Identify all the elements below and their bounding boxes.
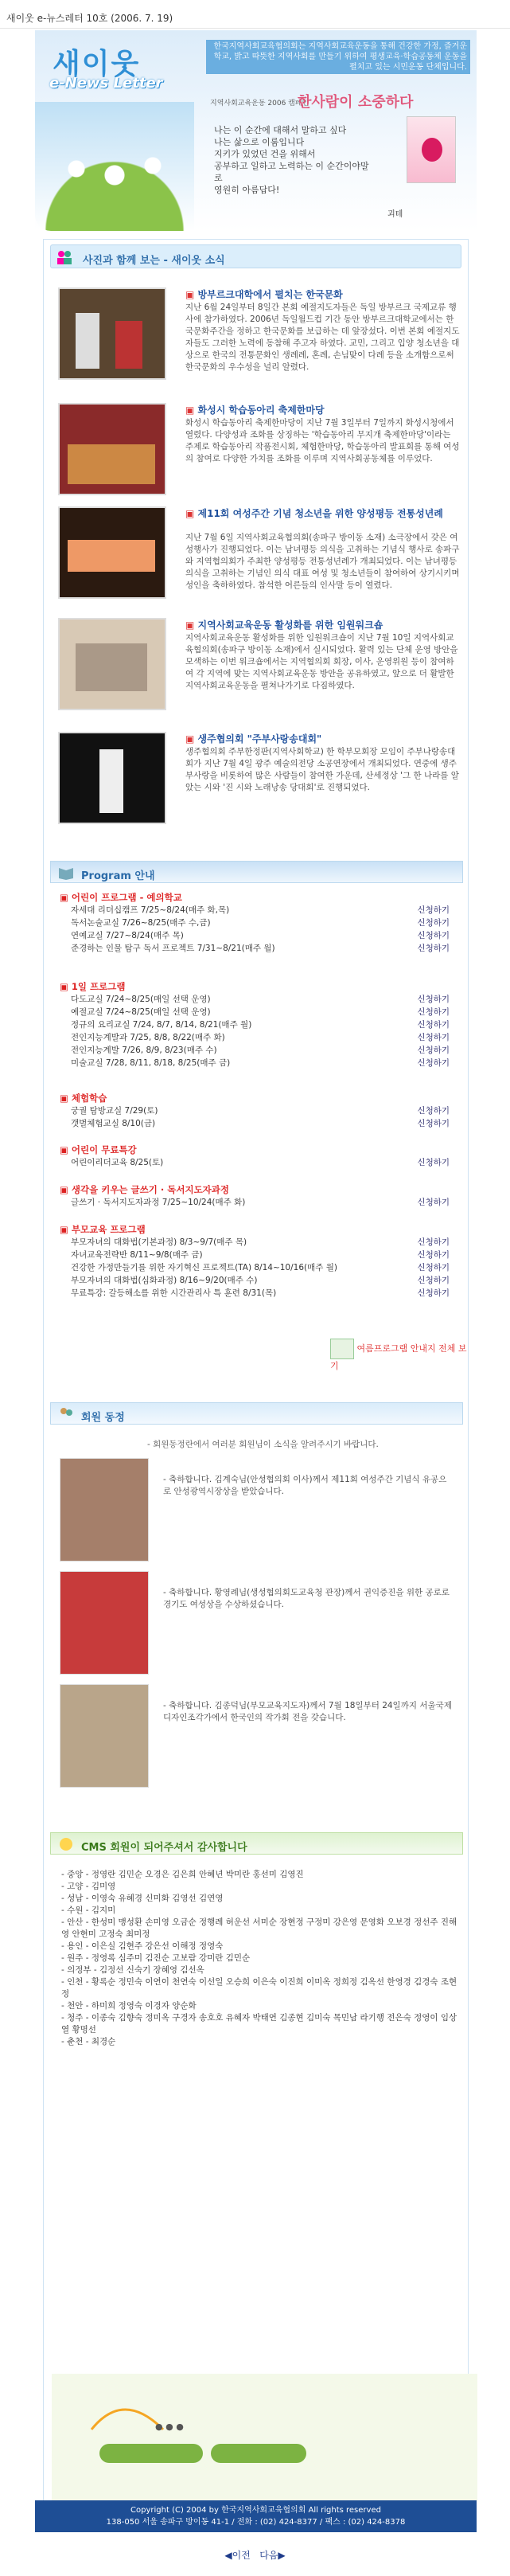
apply-link[interactable]: 신청하기	[417, 918, 450, 928]
next-link[interactable]: 다음▶	[259, 2550, 286, 2561]
program-section-header	[50, 861, 463, 883]
member-photo	[60, 1458, 149, 1562]
program-row: 독서논술교실 7/26~8/25(매주 수,금) 신청하기	[71, 918, 450, 928]
program-group-title: ▣ 어린이 무료특강	[60, 1143, 450, 1156]
program-group	[60, 1183, 450, 1209]
program-section-title: Program 안내	[81, 870, 155, 882]
apply-link[interactable]: 신청하기	[417, 1007, 450, 1017]
apply-link[interactable]: 신청하기	[417, 1158, 450, 1167]
news-title[interactable]: ▣ 방부르크대학에서 펼치는 한국문화	[185, 287, 343, 301]
program-row: 자녀교육전략반 8/11~9/8(매주 금) 신청하기	[71, 1250, 450, 1260]
apply-link[interactable]: 신청하기	[417, 944, 450, 953]
poet: 괴테	[387, 210, 403, 219]
campaign-slogan: 한사람이 소중하다	[298, 94, 414, 111]
apply-link[interactable]: 신청하기	[417, 1106, 450, 1116]
program-row: 무료특강: 갈등해소를 위한 시간관리사 특 훈련 8/31(목) 신청하기	[71, 1288, 450, 1298]
program-group-title: ▣ 체험학습	[60, 1092, 450, 1104]
news-text: 생주협의회 주부한정판(지역사회학교) 한 학부모회장 모임이 주부나랑송대회가 지난 7월 4일 광주 예술의전당 소공연장에서 개최되었다. 연중에 생주부사랑을 비롯하여 많은 사람들이 참여한 가운데, 산세정상 '그 한 나라를 알았는 시와 '진 시와 노래낭송 당대회'로 진행되었다.	[185, 747, 459, 792]
header	[35, 30, 477, 231]
program-row: 갯벌체험교실 8/10(금) 신청하기	[71, 1119, 450, 1128]
cms-line: - 중앙 - 정영란 김민순 오경은 김은희 안혜년 박미란 홍선미 김영진	[61, 1870, 304, 1879]
program-row: 다도교실 7/24~8/25(매일 선택 운영) 신청하기	[71, 995, 450, 1004]
program-group-title: ▣ 1일 프로그램	[60, 980, 450, 993]
news-title[interactable]: ▣ 화성시 학습동아리 축제한마당	[185, 403, 325, 416]
program-group	[60, 1143, 450, 1169]
cms-line: - 수원 - 김지미	[61, 1906, 116, 1915]
footer-copyright: Copyright (C) 2004 by 한국지역사회교육협의회 All rights reserved	[130, 2506, 381, 2515]
footer-address: 138-050 서울 송파구 방이동 41-1 / 전화 : (02) 424-8377 / 팩스 : (02) 424-8378	[106, 2518, 406, 2527]
program-row: 자세대 리더십캠프 7/25~8/24(매주 화,목) 신청하기	[71, 905, 450, 915]
thanks-icon	[57, 1836, 75, 1852]
cms-line: - 청주 - 이종숙 김향숙 정미옥 구경자 송호호 유혜자 박태연 김종현 김미숙 목민남 라기행 전은숙 정영이 임상열 황명선	[61, 2013, 457, 2035]
program-row: 부모자녀의 대화법(기본과정) 8/3~9/7(매주 목) 신청하기	[71, 1237, 450, 1247]
book-icon	[57, 865, 75, 881]
program-row: 정규의 요리교실 7/24, 8/7, 8/14, 8/21(매주 월) 신청하기	[71, 1020, 450, 1030]
news-text: 지역사회교육운동 활성화를 위한 임원워크숍이 지난 7월 10일 지역사회교육협의회(송파구 방이동 소재)에서 실시되었다. 활력 있는 단체 운영 방안을 모색하는 이번 워크숍에서는 지역협의회 회장, 이사, 운영위원 등이 참여하여 각 지역에 맞는 지역사회교육운동 방안을 공유하였고, 앞으로 더 활발한 지역사회교육운동을 펼쳐나가기로 다짐하였다.	[185, 633, 458, 690]
program-row: 미술교실 7/28, 8/11, 8/18, 8/25(매주 금) 신청하기	[71, 1058, 450, 1068]
apply-link[interactable]: 신청하기	[417, 1237, 450, 1247]
program-row: 예절교실 7/24~8/25(매일 선택 운영) 신청하기	[71, 1007, 450, 1017]
poem-line: 공부하고 일하고 노력하는 이 순간이야말로	[214, 161, 369, 183]
news-photo	[58, 287, 166, 380]
member-text: - 축하합니다. 김계숙님(안성협의회 이사)께서 제11회 여성주간 기념식 유공으로 안성광역시장상을 받았습니다.	[163, 1475, 447, 1496]
program-row: 어린이리더교육 8/25(토) 신청하기	[71, 1158, 450, 1167]
poem-line: 나는 이 순간에 대해서 말하고 싶다	[214, 125, 347, 135]
news-photo	[58, 732, 166, 824]
cms-line: - 고양 - 김미영	[61, 1882, 116, 1891]
apply-link[interactable]: 신청하기	[417, 1250, 450, 1260]
apply-link[interactable]: 신청하기	[417, 1276, 450, 1285]
campaign-label: 지역사회교육운동 2006 캠페인	[210, 100, 310, 107]
cms-section-title: CMS 회원이 되어주셔서 감사합니다	[81, 1842, 247, 1854]
program-row: 글쓰기 · 독서지도자과정 7/25~10/24(매주 화) 신청하기	[71, 1198, 450, 1207]
program-group	[60, 891, 450, 955]
apply-link[interactable]: 신청하기	[417, 905, 450, 915]
leaflet-icon	[330, 1339, 354, 1359]
member-intro: - 회원동정란에서 여러분 회원님이 소식을 알려주시기 바랍니다.	[147, 1440, 379, 1449]
member-photo	[60, 1684, 149, 1788]
cms-line: - 용인 - 이은실 김현주 강은선 이해정 정영숙	[61, 1941, 224, 1951]
program-row: 건강한 가정만들기를 위한 자기혁신 프로젝트(TA) 8/14~10/16(매주 월) 신청하기	[71, 1263, 450, 1272]
page-navigation	[0, 2548, 510, 2562]
program-group	[60, 1223, 450, 1300]
news-title[interactable]: ▣ 생주협의회 "주부사랑송대회"	[185, 732, 321, 745]
members-icon	[57, 1406, 75, 1422]
member-text: - 축하합니다. 황영례님(생성협의회도교육청 관장)께서 권익증진을 위한 공로로 경기도 여성상을 수상하셨습니다.	[163, 1588, 450, 1609]
program-group	[60, 980, 450, 1069]
news-text: 화성시 학습동아리 축제한마당이 지난 7월 3일부터 7일까지 화성시청에서 열렸다. 다양성과 조화를 상징하는 '학습동아리 무지개 축제한마당'이라는 주제로 학습동아리 작품전시회, 체험한마당, 학습동아리 발표회를 통해 여성의 참여로 다양한 가치를 조화를 이루며 지역사회공동체를 이루었다.	[185, 418, 460, 463]
apply-link[interactable]: 신청하기	[417, 995, 450, 1004]
apply-link[interactable]: 신청하기	[417, 1033, 450, 1042]
flowers-illustration	[51, 150, 178, 213]
news-title[interactable]: ▣ 지역사회교육운동 활성화를 위한 임원워크숍	[185, 618, 383, 631]
campaign-book-image[interactable]	[407, 116, 456, 183]
news-title[interactable]: ▣ 제11회 여성주간 기념 청소년을 위한 양성평등 전통성년례	[185, 506, 456, 520]
cms-section-header	[50, 1832, 463, 1855]
cms-list	[50, 1864, 463, 2053]
program-group-title: ▣ 부모교육 프로그램	[60, 1223, 450, 1236]
intro-text: 한국지역사회교육협의회는 지역사회교육운동을 통해 건강한 가정, 즐거운 학교, 밝고 따뜻한 지역사회를 만들기 위하여 평생교육·학습공동체 운동을 펼치고 있는 시민운동 단체입니다.	[206, 40, 470, 74]
logo-subtitle: e-News Letter	[49, 75, 163, 92]
main-content	[43, 239, 469, 2524]
program-group-title: ▣ 생각을 키우는 글쓰기 · 독서지도자과정	[60, 1183, 450, 1196]
member-text: - 축하합니다. 김종덕님(부모교육지도자)께서 7월 18일부터 24일까지 서울국제디자인조각가에서 한국인의 작가회 전을 갖습니다.	[163, 1701, 452, 1722]
cms-line: - 안산 - 한성미 맹성환 손미영 오금순 정행례 허운선 서미순 장현정 구정미 강은영 문영화 오보경 정선주 진해영 안현미 고정숙 최미정	[61, 1917, 457, 1939]
prev-link[interactable]: ◀이전	[224, 2550, 251, 2561]
apply-link[interactable]: 신청하기	[417, 1046, 450, 1055]
member-section-title: 회원 동정	[81, 1412, 125, 1424]
program-row: 궁궐 탐방교실 7/29(토) 신청하기	[71, 1106, 450, 1116]
cms-line: - 의정부 - 김정선 신숙기 장혜영 김선옥	[61, 1965, 204, 1975]
news-text: 지난 7월 6일 지역사회교육협의회(송파구 방이동 소재) 소극장에서 갖은 여성행사가 진행되었다. 이는 남녀평등 의식을 고취하는 기념식 행사로 송파구와 지역협의회가 주최한 양성평등 전통성년례가 개최되었다. 이는 남녀평등 의식을 고취하는 기념인 의식 대표 여성 및 청소년들이 참여하여 상기시키며 성인을 축하하였다. 참석한 어른들의 인사말 등이 열렸다.	[185, 533, 460, 590]
news-section-header	[50, 244, 461, 268]
poem	[214, 124, 373, 196]
cms-line: - 성남 - 이영숙 유혜경 신미화 김영선 김연영	[61, 1894, 224, 1903]
top-bar	[0, 0, 510, 29]
news-photo	[58, 403, 166, 495]
program-group-title: ▣ 어린이 프로그램 - 예의학교	[60, 891, 450, 904]
member-section-header	[50, 1402, 463, 1425]
logo: 새이웃	[53, 48, 141, 80]
apply-link[interactable]: 신청하기	[417, 1020, 450, 1030]
news-section-title: 사진과 함께 보는 - 새이웃 소식	[83, 255, 225, 267]
program-row: 전인지능계발과 7/25, 8/8, 8/22(매주 화) 신청하기	[71, 1033, 450, 1042]
news-photo	[58, 506, 166, 599]
cms-line: - 인천 - 황록순 정민숙 이연이 천연숙 이선일 오승희 이은숙 이진희 이미옥 정희정 김옥선 한영경 김경숙 조현정	[61, 1977, 457, 1999]
footer	[35, 2500, 477, 2532]
people-icon	[56, 249, 73, 265]
news-text: 지난 6월 24일부터 8일간 본회 예절지도자들은 독일 방부르크 국제교류 행사에 참가하였다. 2006년 독일월드컵 기간 동안 방부르크대학교에서는 한국문화주간을 정하고 한국문화를 보급하는 데 앞장섰다. 이번 본회 예절지도자들도 그러한 노력에 동참해 주고자 하였다. 교민, 그리고 입양 청소년을 대상으로 한국의 전통문화인 생례례, 혼례, 손님맞이 다례 등을 소개함으로써 한국문화의 우수성을 널리 알렸다.	[185, 303, 460, 372]
program-row: 전인지능계발 7/26, 8/9, 8/23(매주 수) 신청하기	[71, 1046, 450, 1055]
program-row: 부모자녀의 대화법(심화과정) 8/16~9/20(매주 수) 신청하기	[71, 1276, 450, 1285]
apply-link[interactable]: 신청하기	[417, 1058, 450, 1068]
svg-text:● ● ●: ● ● ●	[155, 2422, 184, 2432]
member-photo	[60, 1571, 149, 1675]
newsletter-frame	[35, 30, 477, 2532]
news-photo	[58, 618, 166, 710]
page-title: 새이웃 e-뉴스레터 10호 (2006. 7. 19)	[6, 13, 173, 24]
program-row: 연예교실 7/27~8/24(매주 목) 신청하기	[71, 931, 450, 940]
poem-line: 지키가 있었던 건을 위해서	[214, 149, 316, 159]
program-row: 준경하는 인물 탐구 독서 프로젝트 7/31~8/21(매주 월) 신청하기	[71, 944, 450, 953]
cms-line: - 원주 - 정영록 심주미 김진순 고보람 강미란 김민순	[61, 1953, 251, 1963]
program-group	[60, 1092, 450, 1130]
cms-banner	[52, 2374, 477, 2501]
apply-link[interactable]: 신청하기	[417, 1288, 450, 1298]
cms-line: - 춘천 - 최경순	[61, 2037, 116, 2046]
apply-link[interactable]: 신청하기	[417, 1198, 450, 1207]
apply-link[interactable]: 신청하기	[417, 931, 450, 940]
apply-link[interactable]: 신청하기	[417, 1263, 450, 1272]
program-more-link[interactable]: 여름프로그램 안내지 전체 보기	[330, 1339, 468, 1372]
poem-line: 영원히 아름답다!	[214, 185, 280, 195]
cms-line: - 천안 - 하미희 정영숙 이경자 양순화	[61, 2001, 197, 2011]
poem-line: 나는 삶으로 이룸입니다	[214, 137, 305, 147]
apply-link[interactable]: 신청하기	[417, 1119, 450, 1128]
cms-banner-illustration	[76, 2382, 450, 2493]
